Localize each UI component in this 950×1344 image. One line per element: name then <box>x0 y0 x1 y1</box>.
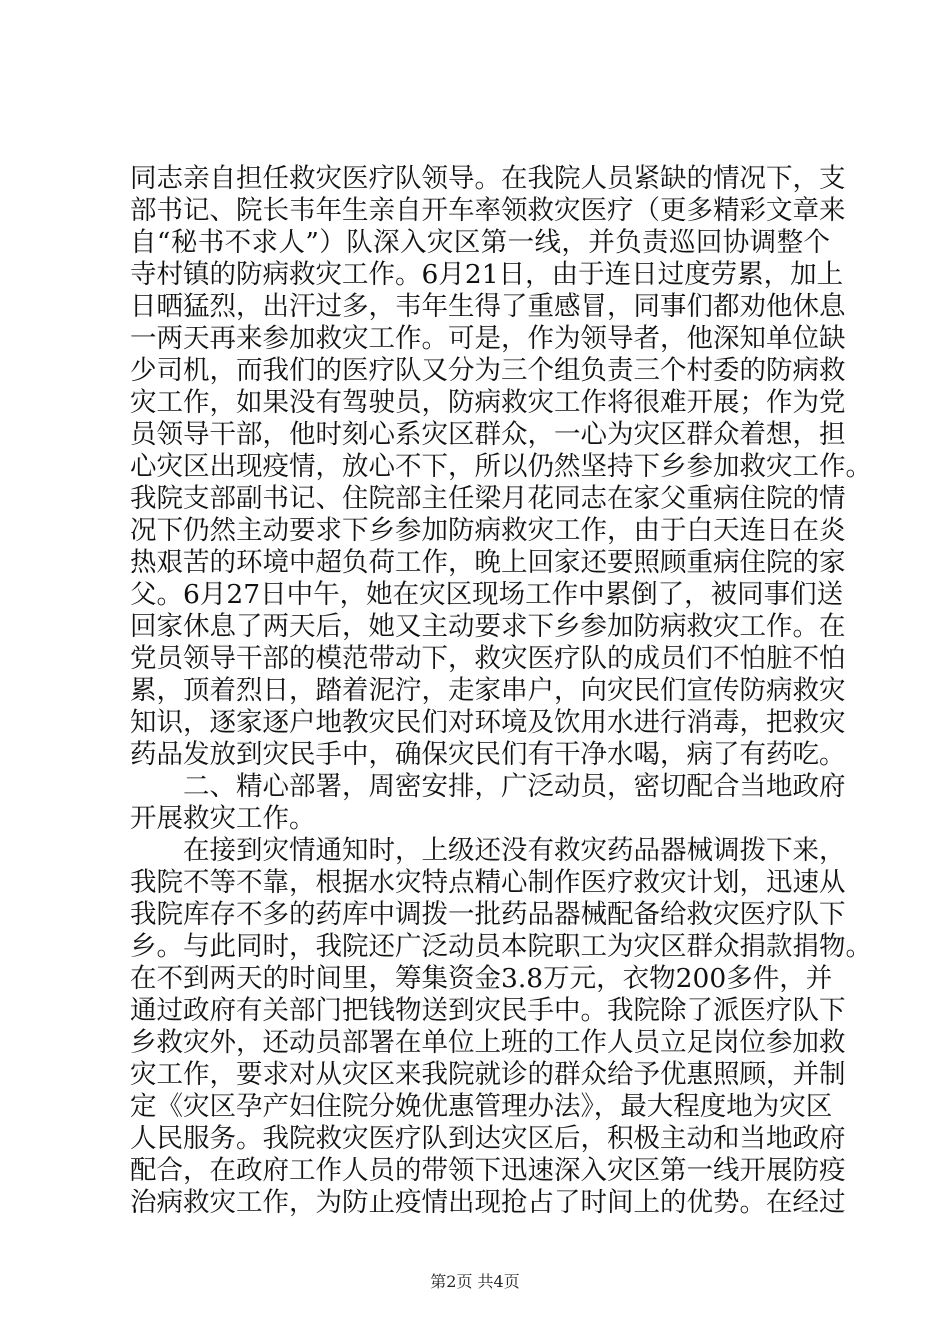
text-line: 日晒猛烈，出汗过多，韦年生得了重感冒，同事们都劝他休息 <box>130 291 846 322</box>
text-line: 员领导干部，他时刻心系灾区群众，一心为灾区群众着想，担 <box>130 419 846 450</box>
text-line: 在接到灾情通知时，上级还没有救灾药品器械调拨下来， <box>183 835 846 866</box>
text-line: 在不到两天的时间里，筹集资金3.8万元，衣物200多件，并 <box>130 963 833 994</box>
text-line: 乡救灾外，还动员部署在单位上班的工作人员立足岗位参加救 <box>130 1027 846 1058</box>
text-line: 配合，在政府工作人员的带领下迅速深入灾区第一线开展防疫 <box>130 1155 846 1186</box>
text-line: 部书记、院长韦年生亲自开车率领救灾医疗（更多精彩文章来 <box>130 195 846 226</box>
text-line: 况下仍然主动要求下乡参加防病救灾工作，由于白天连日在炎 <box>130 515 846 546</box>
text-line: 人民服务。我院救灾医疗队到达灾区后，积极主动和当地政府 <box>130 1123 846 1154</box>
page-number-label: 第2页 共4页 <box>430 1272 520 1291</box>
text-line: 灾工作，要求对从灾区来我院就诊的群众给予优惠照顾，并制 <box>130 1059 846 1090</box>
text-line: 我院支部副书记、住院部主任梁月花同志在家父重病住院的情 <box>130 483 846 514</box>
text-line: 我院库存不多的药库中调拨一批药品器械配备给救灾医疗队下 <box>130 899 846 930</box>
text-line: 定《灾区孕产妇住院分娩优惠管理办法》，最大程度地为灾区 <box>130 1091 833 1122</box>
text-line: 父。6月27日中午，她在灾区现场工作中累倒了，被同事们送 <box>130 579 844 610</box>
text-line: 少司机，而我们的医疗队又分为三个组负责三个村委的防病救 <box>130 355 846 386</box>
text-line: 治病救灾工作，为防止疫情出现抢占了时间上的优势。在经过 <box>130 1187 846 1218</box>
section-heading-line: 开展救灾工作。 <box>130 803 316 834</box>
text-line: 乡。与此同时，我院还广泛动员本院职工为灾区群众捐款捐物。 <box>130 931 872 962</box>
text-line: 党员领导干部的模范带动下，救灾医疗队的成员们不怕脏不怕 <box>130 643 846 674</box>
text-line: 灾工作，如果没有驾驶员，防病救灾工作将很难开展；作为党 <box>130 387 846 418</box>
text-line: 同志亲自担任救灾医疗队领导。在我院人员紧缺的情况下，支 <box>130 163 846 194</box>
text-line: 心灾区出现疫情，放心不下，所以仍然坚持下乡参加救灾工作。 <box>130 451 872 482</box>
text-line: 知识，逐家逐户地教灾民们对环境及饮用水进行消毒，把救灾 <box>130 707 846 738</box>
text-line: 累，顶着烈日，踏着泥泞，走家串户，向灾民们宣传防病救灾 <box>130 675 846 706</box>
text-line: 一两天再来参加救灾工作。可是，作为领导者，他深知单位缺 <box>130 323 846 354</box>
text-line: 药品发放到灾民手中，确保灾民们有干净水喝，病了有药吃。 <box>130 739 846 770</box>
text-line: 通过政府有关部门把钱物送到灾民手中。我院除了派医疗队下 <box>130 995 846 1026</box>
text-line: 热艰苦的环境中超负荷工作，晚上回家还要照顾重病住院的家 <box>130 547 846 578</box>
page-footer <box>0 1272 950 1292</box>
document-body <box>130 163 872 1219</box>
text-line: 寺村镇的防病救灾工作。6月21日，由于连日过度劳累，加上 <box>130 259 844 290</box>
text-line: 我院不等不靠，根据水灾特点精心制作医疗救灾计划，迅速从 <box>130 867 846 898</box>
text-line: 回家休息了两天后，她又主动要求下乡参加防病救灾工作。在 <box>130 611 846 642</box>
section-heading-line: 二、精心部署，周密安排，广泛动员，密切配合当地政府 <box>183 771 846 802</box>
text-line: 自“秘书不求人”）队深入灾区第一线，并负责巡回协调整个 <box>130 227 830 258</box>
